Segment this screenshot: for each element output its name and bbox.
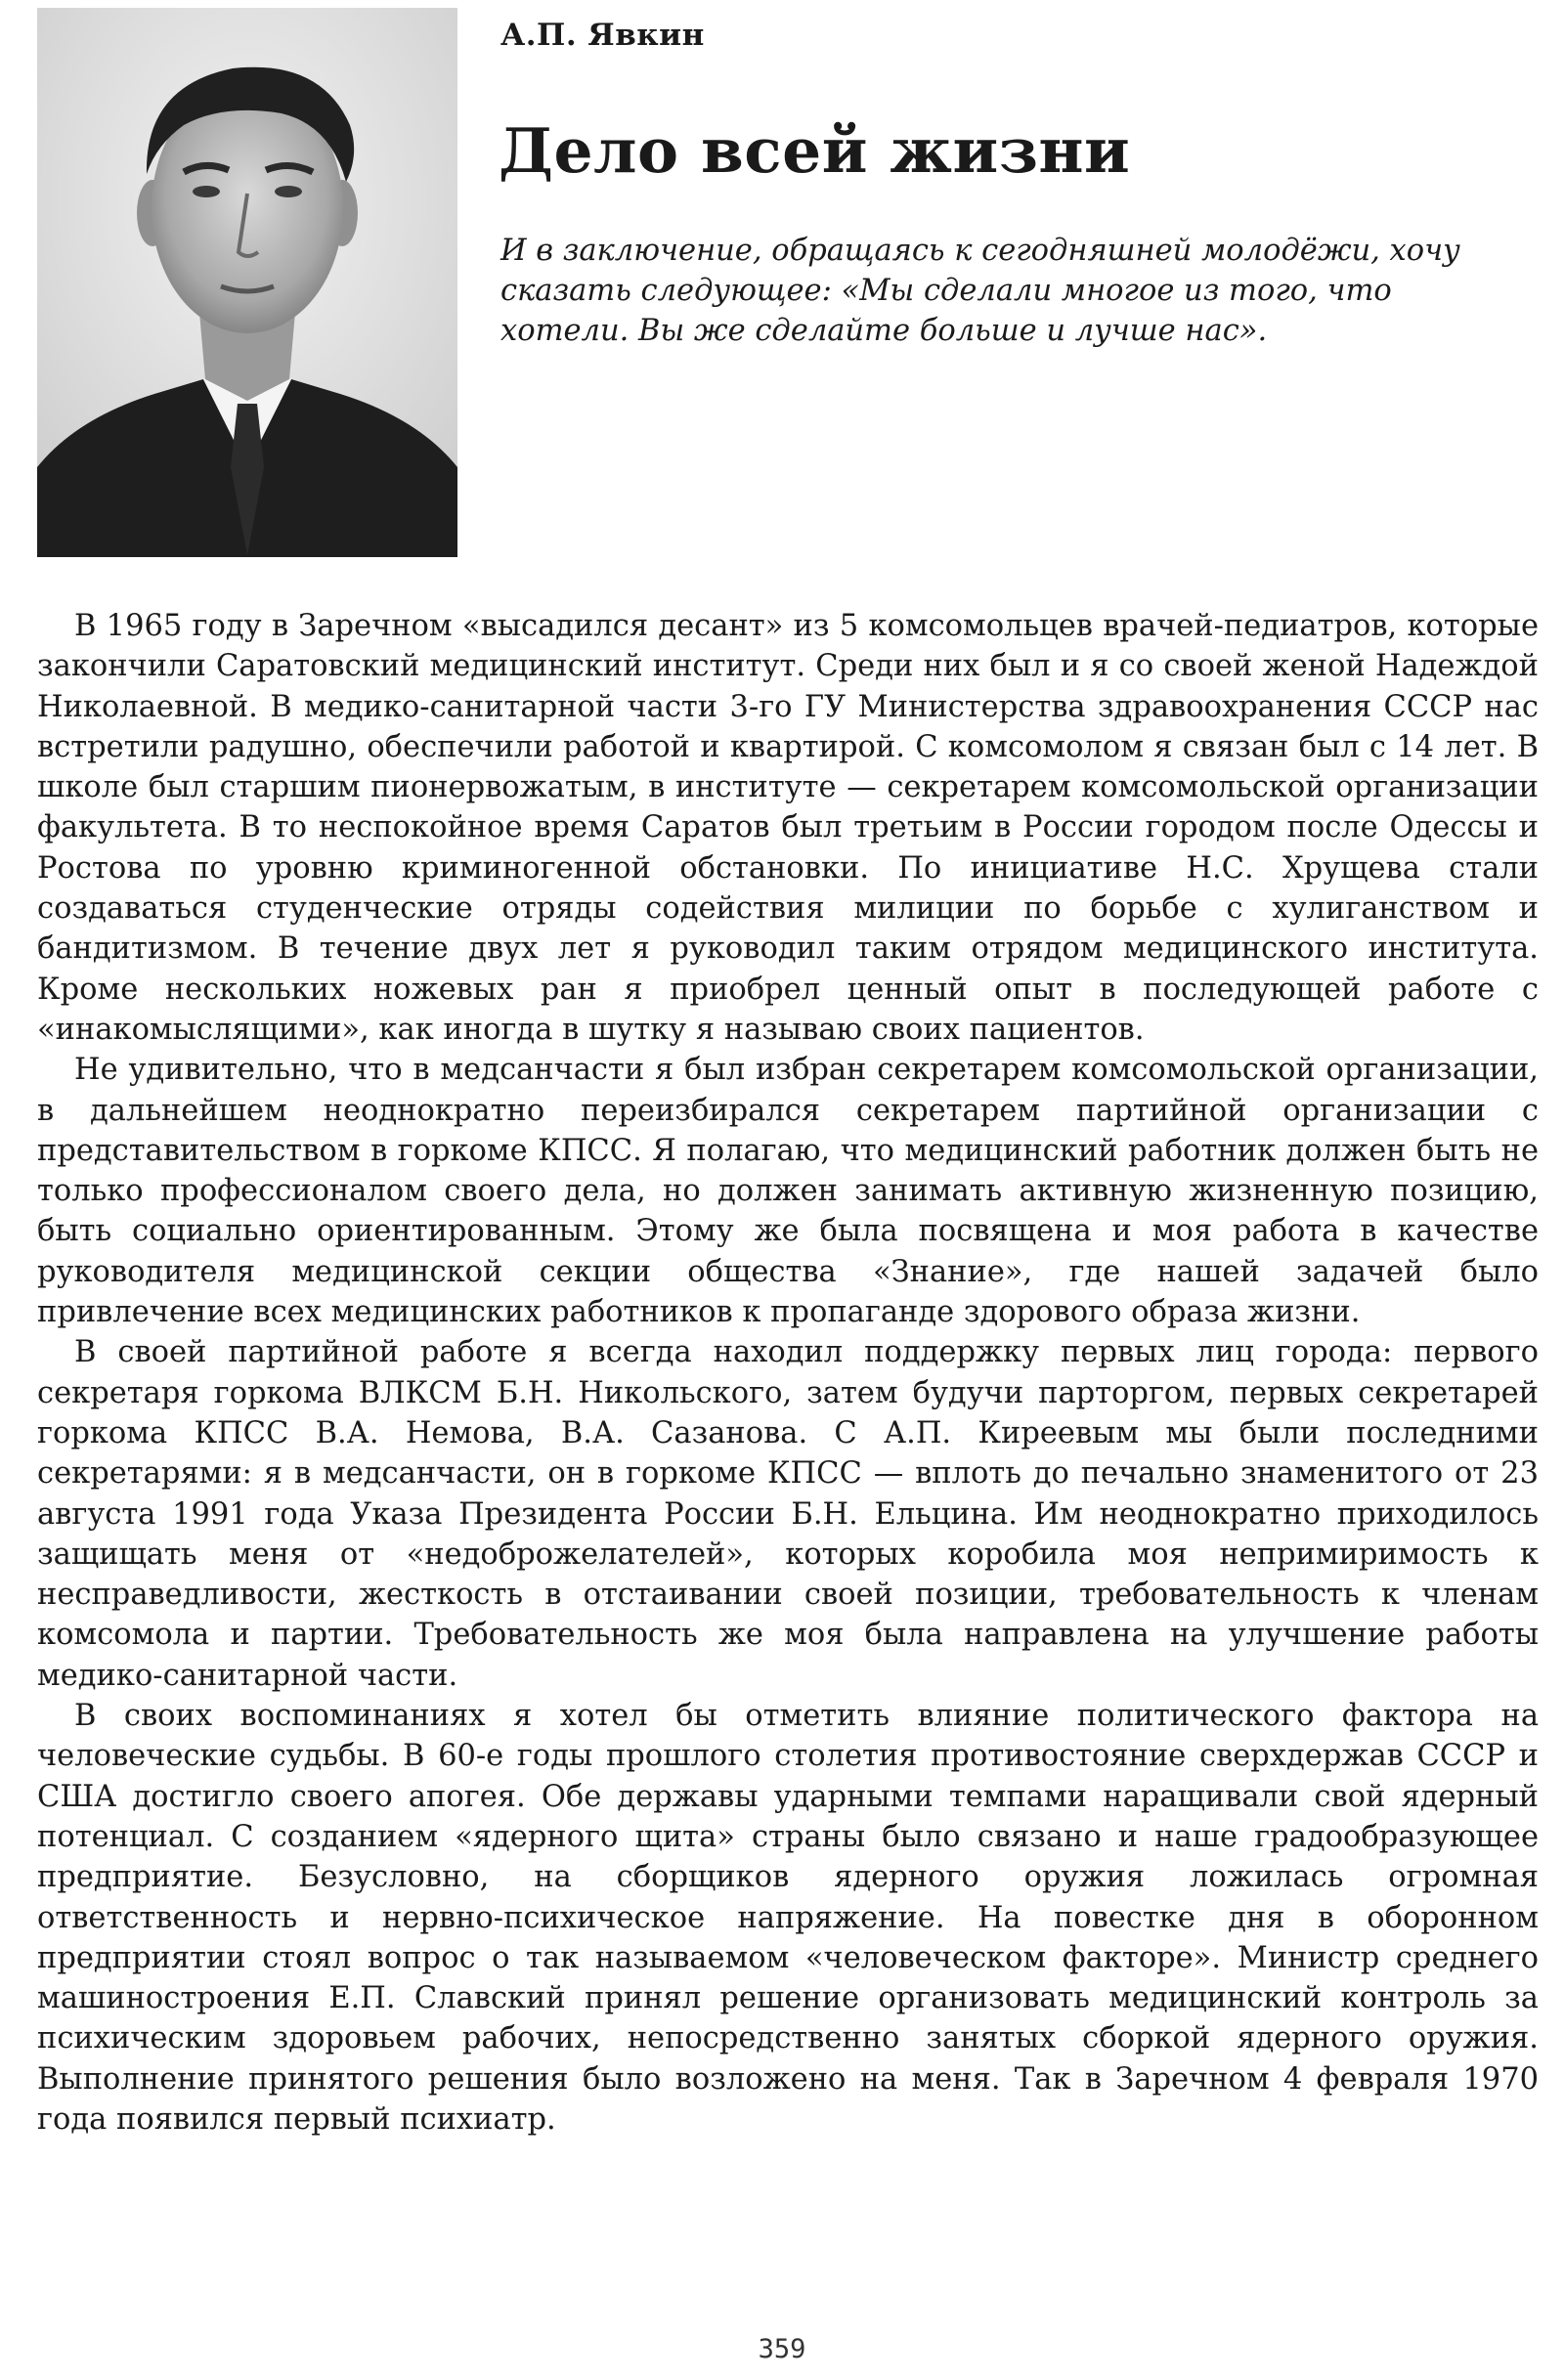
epigraph-quote: И в заключение, обращаясь к сегодняшней молодёжи, хочу сказать следующее: «Мы сделали многое из того, что хотели. Вы же сделайте больше и лучше нас». [500, 234, 1460, 348]
paragraph: В 1965 году в Заречном «высадился десант» из 5 комсомольцев врачей-педиатров, которые закончили Саратовский медицинский институт. Среди них был и я со своей женой Надеждой Николаевной. В медико-санитарной части 3-го ГУ Министерства здравоохранения СССР нас встретили радушно, обеспечили работой и квартирой. С комсомолом я связан был с 14 лет. В школе был старшим пионервожатым, в институте — секретарем комсомольской организации факультета. В то неспокойное время Саратов был третьим в России городом после Одессы и Ростова по уровню криминогенной обстановки. По инициативе Н.С. Хрущева стали создаваться студенческие отряды содействия милиции по борьбе с хулиганством и бандитизмом. В течение двух лет я руководил таким отрядом медицинского института. Кроме нескольких ножевых ран я приобрел ценный опыт в последующей работе с «инакомыслящими», как иногда в шутку я называю своих пациентов. [37, 609, 1539, 1047]
article-title: Дело всей жизни [499, 114, 1131, 187]
paragraph: В своей партийной работе я всегда находил поддержку первых лиц города: первого секретаря горкома ВЛКСМ Б.Н. Никольского, затем будучи парторгом, первых секретарей горкома КПСС В.А. Немова, В.А. Сазанова. С А.П. Киреевым мы были последними секретарями: я в медсанчасти, он в горкоме КПСС — вплоть до печально знаменитого от 23 августа 1991 года Указа Президента России Б.Н. Ельцина. Им неоднократно приходилось защищать меня от «недоброжелателей», которых коробила моя непримиримость к несправедливости, жесткость в отстаивании своей позиции, требовательность к членам комсомола и партии. Требовательность же моя была направлена на улучшение работы медико-санитарной части. [37, 1335, 1539, 1693]
article-body [37, 606, 1539, 2140]
paragraph: Не удивительно, что в медсанчасти я был избран секретарем комсомольской организации, в дальнейшем неоднократно переизбирался секретарем партийной организации с представительством в горкоме КПСС. Я полагаю, что медицинский работник должен быть не только профессионалом своего дела, но должен занимать активную жизненную позицию, быть социально ориентированным. Этому же была посвящена и моя работа в качестве руководителя медицинской секции общества «Знание», где нашей задачей было привлечение всех медицинских работников к пропаганде здорового образа жизни. [37, 1053, 1539, 1330]
author-portrait [37, 8, 457, 557]
page-number: 359 [758, 2334, 806, 2364]
paragraph: В своих воспоминаниях я хотел бы отметить влияние политического фактора на человеческие судьбы. В 60-е годы прошлого столетия противостояние сверхдержав СССР и США достигло своего апогея. Обе державы ударными темпами наращивали свой ядерный потенциал. С созданием «ядерного щита» страны было связано и наше градообразующее предприятие. Безусловно, на сборщиков ядерного оружия ложилась огромная ответственность и нервно-психическое напряжение. На повестке дня в оборонном предприятии стоял вопрос о так называемом «человеческом факторе». Министр среднего машиностроения Е.П. Славский принял решение организовать медицинский контроль за психическим здоровьем рабочих, непосредственно занятых сборкой ядерного оружия. Выполнение принятого решения было возложено на меня. Так в Заречном 4 февраля 1970 года появился первый психиатр. [37, 1699, 1539, 2137]
author-name: А.П. Явкин [500, 18, 705, 53]
